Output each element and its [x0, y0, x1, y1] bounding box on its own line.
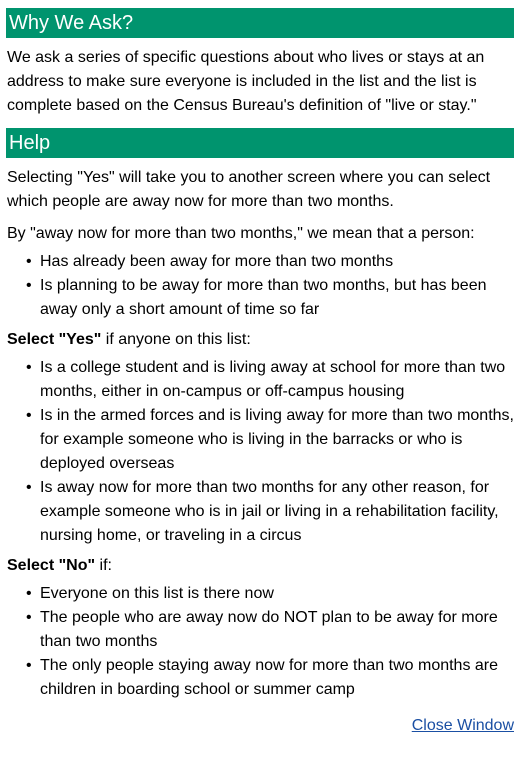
help-heading: Help	[6, 128, 514, 158]
select-no-condition: if:	[95, 557, 112, 574]
select-yes-label: Select "Yes"	[7, 331, 102, 348]
why-we-ask-text: We ask a series of specific questions about who lives or stays at an address to make sure everyone is included in the list and the list is complete based on the Census Bureau's definition of "live or stay."	[7, 49, 485, 114]
list-item: • Everyone on this list is there now	[40, 582, 514, 606]
select-no-label: Select "No"	[7, 557, 96, 574]
list-item: • Is away now for more than two months for any other reason, for example someone who is in jail or living in a rehabilitation facility, nursing home, or traveling in a circus	[40, 476, 514, 548]
away-definition-text: By "away now for more than two months," we mean that a person:	[7, 225, 475, 242]
list-item: • Is in the armed forces and is living away for more than two months, for example someone who is living in the barracks or who is deployed overseas	[40, 404, 514, 476]
help-popup	[0, 8, 522, 738]
list-item: • Is planning to be away for more than two months, but has been away only a short amount of time so far	[40, 274, 514, 322]
list-item: • The people who are away now do NOT plan to be away for more than two months	[40, 606, 514, 654]
list-item: • Has already been away for more than two months	[40, 250, 514, 274]
list-item: • The only people staying away now for more than two months are children in boarding school or summer camp	[40, 654, 514, 702]
yes-criteria-list	[6, 356, 514, 548]
list-item: • Is a college student and is living away at school for more than two months, either in on-campus or off-campus housing	[40, 356, 514, 404]
help-intro-text: Selecting "Yes" will take you to another screen where you can select which people are away now for more than two months.	[7, 169, 491, 210]
select-yes-condition: if anyone on this list:	[101, 331, 251, 348]
close-window-link[interactable]: Close Window	[411, 717, 514, 734]
footer	[6, 714, 514, 738]
select-yes-lead	[6, 328, 514, 352]
why-we-ask-heading: Why We Ask?	[6, 8, 514, 38]
select-no-lead	[6, 554, 514, 578]
definition-list	[6, 250, 514, 322]
no-criteria-list	[6, 582, 514, 702]
